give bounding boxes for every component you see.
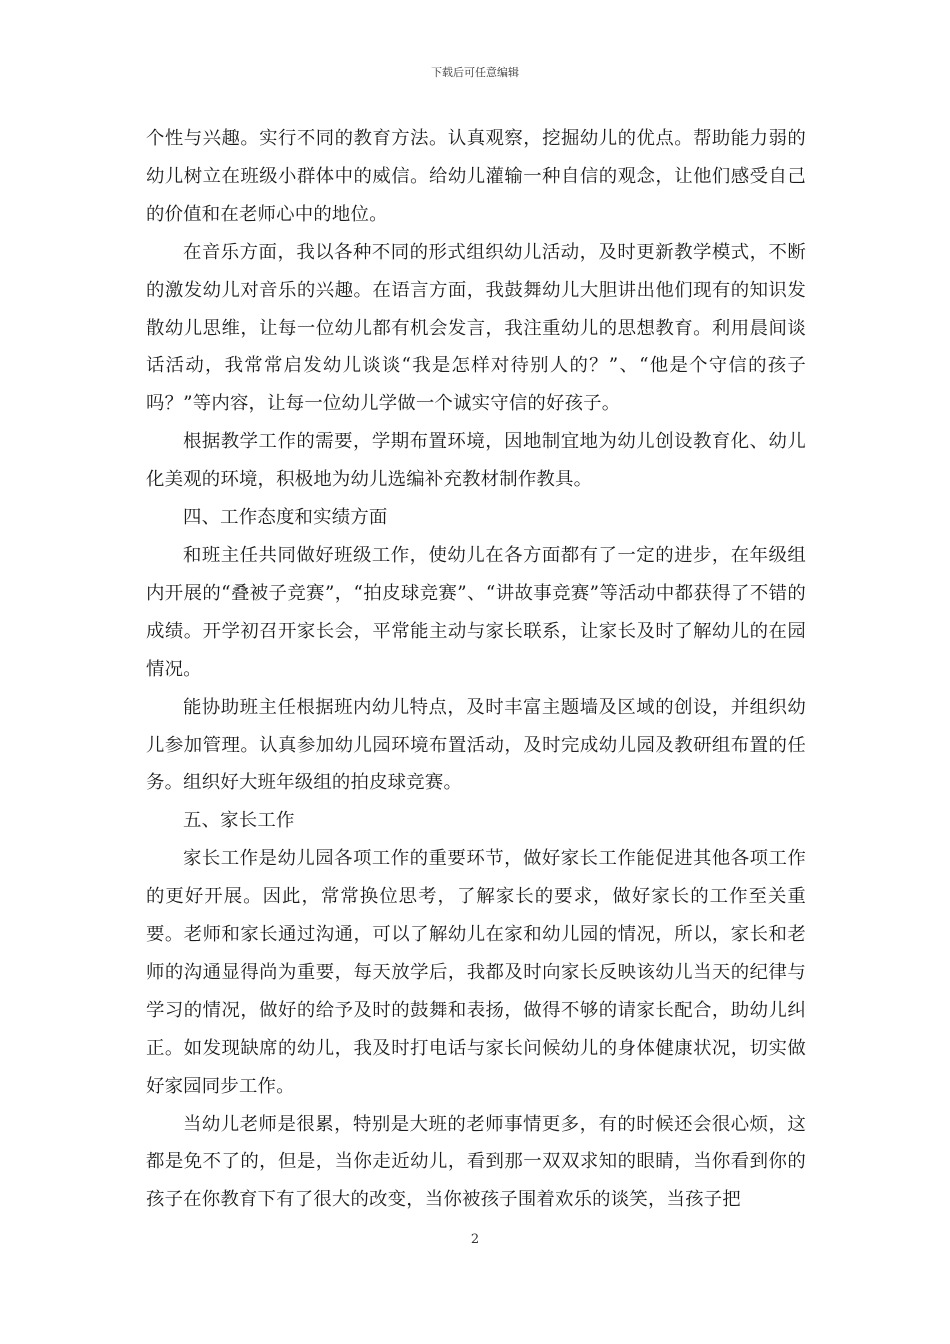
paragraph: 家长工作是幼儿园各项工作的重要环节，做好家长工作能促进其他各项工作的更好开展。因此，常常换位思考，了解家长的要求，做好家长的工作至关重要。老师和家长通过沟通，可以了解幼儿在家和幼儿园的情况，所以，家长和老师的沟通显得尚为重要，每天放学后，我都及时向家长反映该幼儿当天的纪律与学习的情况，做好的给予及时的鼓舞和表扬，做得不够的请家长配合，助幼儿纠正。如发现缺席的幼儿，我及时打电话与家长问候幼儿的身体健康状况，切实做好家园同步工作。 xyxy=(146,848,806,1097)
page-number: 2 xyxy=(470,1232,480,1247)
paragraph: 能协助班主任根据班内幼儿特点，及时丰富主题墙及区域的创设，并组织幼儿参加管理。认真参加幼儿园环境布置活动，及时完成幼儿园及教研组布置的任务。组织好大班年级组的拍皮球竞赛。 xyxy=(146,696,806,794)
section-heading: 五、家长工作 xyxy=(183,810,295,832)
section-heading: 四、工作态度和实绩方面 xyxy=(183,507,388,529)
document-body xyxy=(146,120,806,1219)
paragraph: 当幼儿老师是很累，特别是大班的老师事情更多，有的时候还会很心烦，这都是免不了的，但是，当你走近幼儿，看到那一双双求知的眼睛，当你看到你的孩子在你教育下有了很大的改变，当你被孩子围着欢乐的谈笑，当孩子把 xyxy=(146,1113,806,1211)
paragraph: 个性与兴趣。实行不同的教育方法。认真观察，挖掘幼儿的优点。帮助能力弱的幼儿树立在班级小群体中的威信。给幼儿灌输一种自信的观念，让他们感受自己的价值和在老师心中的地位。 xyxy=(146,128,806,225)
paragraph: 和班主任共同做好班级工作，使幼儿在各方面都有了一定的进步，在年级组内开展的“叠被子竞赛”，“拍皮球竞赛”、“讲故事竞赛”等活动中都获得了不错的成绩。开学初召开家长会，平常能主动与家长联系，让家长及时了解幼儿的在园情况。 xyxy=(146,544,806,680)
page-header: 下载后可任意编辑 xyxy=(431,66,519,79)
paragraph: 在音乐方面，我以各种不同的形式组织幼儿活动，及时更新教学模式，不断的激发幼儿对音乐的兴趣。在语言方面，我鼓舞幼儿大胆讲出他们现有的知识发散幼儿思维，让每一位幼儿都有机会发言，我注重幼儿的思想教育。利用晨间谈话活动，我常常启发幼儿谈谈“我是怎样对待别人的？”、“他是个守信的孩子吗？”等内容，让每一位幼儿学做一个诚实守信的好孩子。 xyxy=(146,241,806,415)
paragraph: 根据教学工作的需要，学期布置环境，因地制宜地为幼儿创设教育化、幼儿化美观的环境，积极地为幼儿选编补充教材制作教具。 xyxy=(146,431,806,491)
